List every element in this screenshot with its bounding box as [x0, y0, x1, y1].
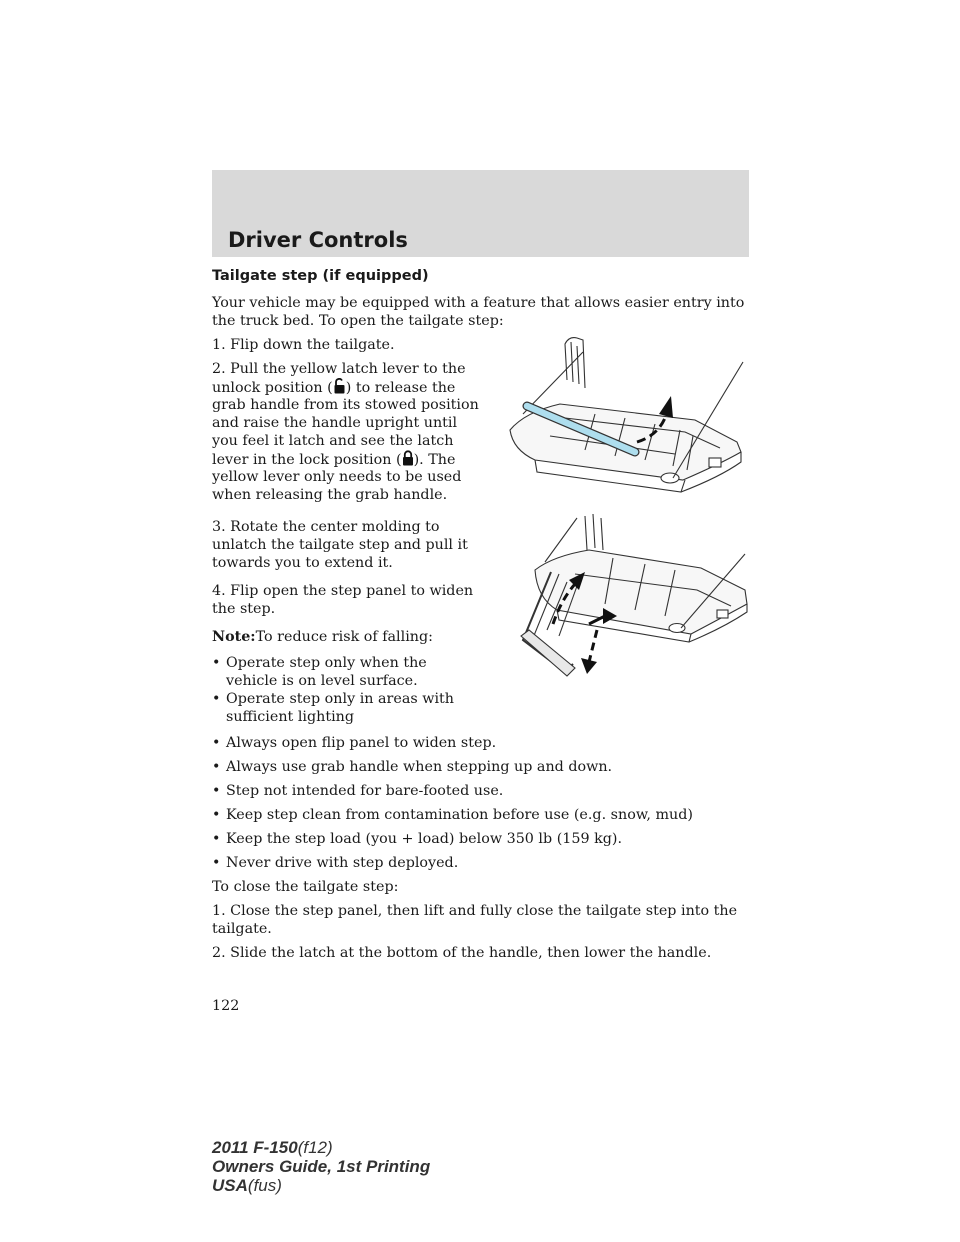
page-number: 122 — [212, 998, 240, 1014]
open-step-1: 1. Flip down the tailgate. — [212, 337, 395, 353]
document-footer: 2011 F-150(f12) Owners Guide, 1st Printing USA(fus) — [212, 1138, 431, 1195]
note-label: Note: — [212, 629, 256, 645]
intro-paragraph: Your vehicle may be equipped with a feature that allows easier entry into the truck bed. To open the tailgate step: — [212, 295, 745, 329]
page-header-title: Driver Controls — [228, 228, 408, 252]
tailgate-handle-illustration — [505, 332, 750, 502]
close-step-2: 2. Slide the latch at the bottom of the handle, then lower the handle. — [212, 945, 712, 961]
close-intro: To close the tailgate step: — [212, 879, 399, 895]
section-title: Tailgate step (if equipped) — [212, 268, 429, 284]
note-text: To reduce risk of falling: — [255, 629, 433, 645]
note — [212, 628, 497, 646]
tailgate-step-extend-illustration — [505, 512, 750, 682]
